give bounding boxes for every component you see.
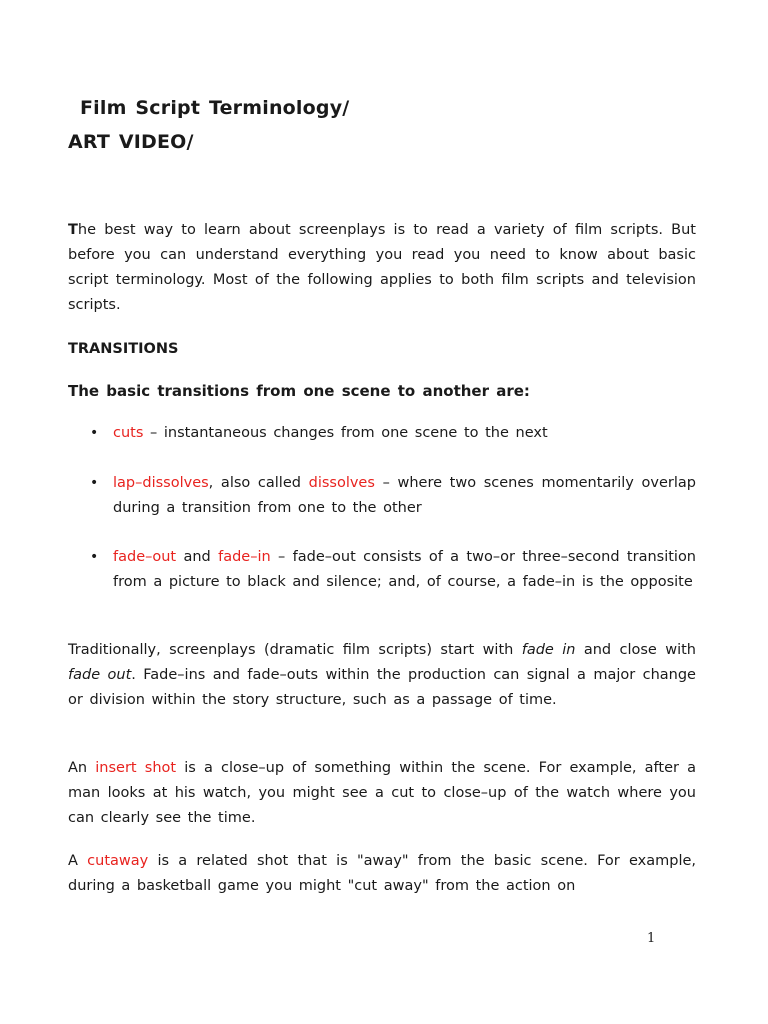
list-item-description: – where two scenes momentarily overlap during a transition from one to the other bbox=[113, 475, 696, 516]
term-dissolves: dissolves bbox=[308, 475, 375, 491]
document-title-line1: Film Script Terminology/ bbox=[80, 97, 350, 119]
list-item-description: – instantaneous changes from one scene to the next bbox=[143, 425, 548, 441]
term-fade-in: fade–in bbox=[218, 549, 271, 565]
page-number: 1 bbox=[647, 931, 656, 946]
intro-text: he best way to learn about screenplays is to read a variety of film scripts. But before you can understand everything you read you need to know about basic script terminology. Most of the following applies to both film scripts and television scripts. bbox=[68, 222, 696, 313]
fade-in-emphasis: fade in bbox=[521, 642, 576, 658]
list-item-description: – fade–out consists of a two–or three–second transition from a picture to black and silence; and, of course, a fade–in is the opposite bbox=[113, 549, 696, 590]
bullet-dot-icon: • bbox=[90, 549, 99, 565]
cutaway-paragraph-part2: is a related shot that is "away" from the basic scene. For example, during a basketball game you might "cut away" from the action on bbox=[68, 853, 697, 894]
list-item-cuts bbox=[90, 421, 696, 446]
list-item-lap-dissolves bbox=[90, 471, 696, 521]
list-item-text bbox=[113, 545, 696, 595]
list-item-fade bbox=[90, 545, 696, 595]
document-title-line2: ART VIDEO/ bbox=[68, 131, 194, 153]
bullet-dot-icon: • bbox=[90, 425, 99, 441]
bullet-dot-icon: • bbox=[90, 475, 99, 491]
insert-paragraph-part2: is a close–up of something within the scene. For example, after a man looks at his watch, you might see a cut to close–up of the watch where you can clearly see the time. bbox=[68, 760, 697, 826]
list-item-connector: , also called bbox=[208, 475, 309, 491]
section-heading-transitions: TRANSITIONS bbox=[68, 341, 179, 357]
intro-drop-letter: T bbox=[68, 222, 78, 238]
fade-paragraph-part2: and close with bbox=[575, 642, 697, 658]
fade-out-emphasis: fade out bbox=[68, 667, 132, 683]
fade-paragraph-part3: . Fade–ins and fade–outs within the production can signal a major change or division within the story structure, such as a passage of time. bbox=[68, 667, 696, 708]
insert-paragraph-part1: An bbox=[68, 760, 96, 776]
term-insert-shot: insert shot bbox=[95, 760, 177, 776]
cutaway-paragraph-part1: A bbox=[68, 853, 88, 869]
list-item-text bbox=[113, 421, 696, 446]
term-cuts: cuts bbox=[113, 425, 144, 441]
cutaway-paragraph bbox=[68, 849, 696, 899]
fade-paragraph bbox=[68, 638, 696, 713]
term-cutaway: cutaway bbox=[87, 853, 149, 869]
transitions-subheading bbox=[68, 379, 530, 404]
list-item-connector: and bbox=[176, 549, 219, 565]
fade-paragraph-part1: Traditionally, screenplays (dramatic film scripts) start with bbox=[68, 642, 522, 658]
list-item-text bbox=[113, 471, 696, 521]
intro-paragraph bbox=[68, 218, 696, 318]
term-fade-out: fade–out bbox=[113, 549, 177, 565]
term-lap-dissolves: lap–dissolves bbox=[113, 475, 209, 491]
subheading-colon: : bbox=[523, 382, 530, 400]
subheading-text: The basic transitions from one scene to another are bbox=[68, 382, 524, 400]
insert-shot-paragraph bbox=[68, 756, 696, 831]
